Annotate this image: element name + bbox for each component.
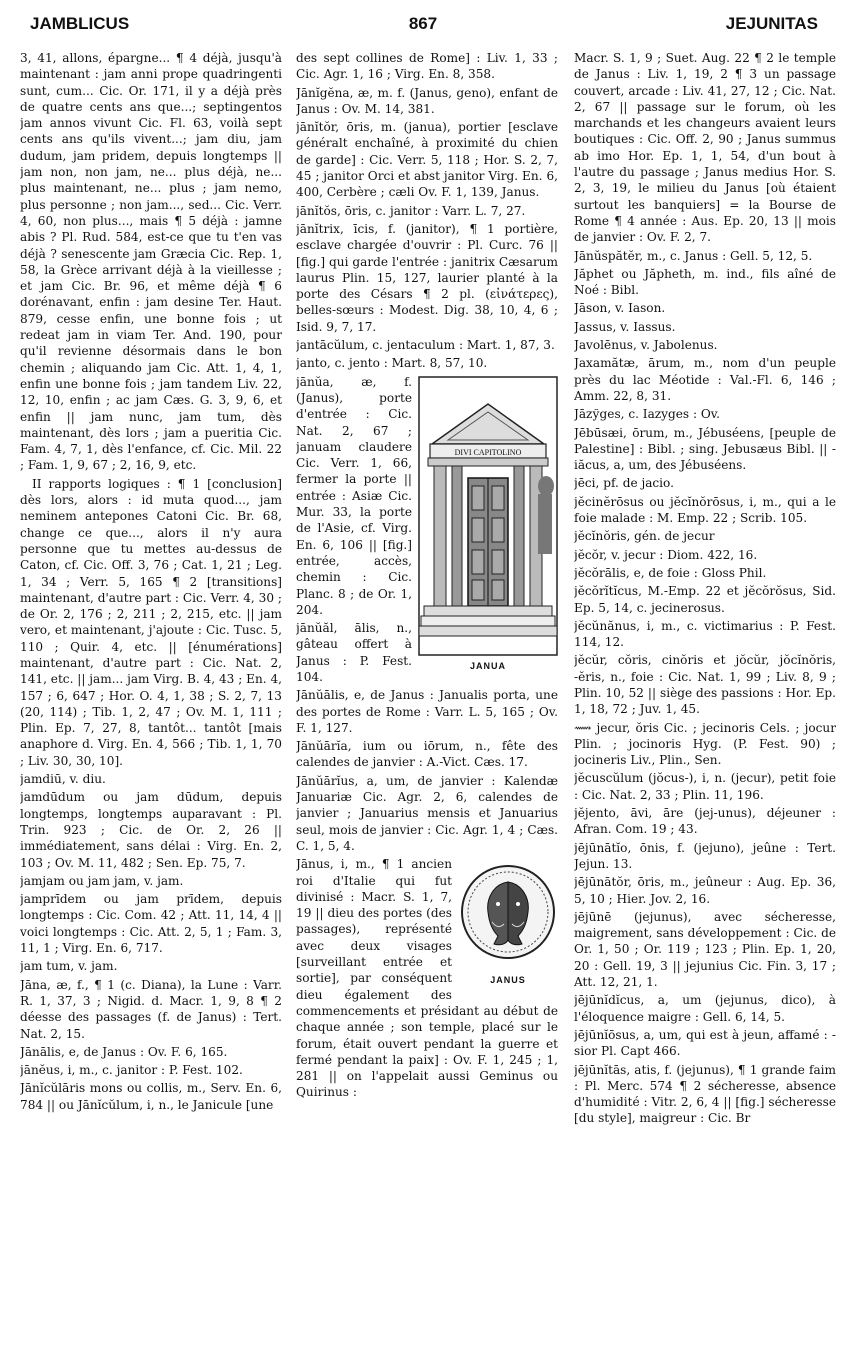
entry-jamjam: jamjam ou jam jam, v. jam. <box>20 873 184 888</box>
entry-jejunidicus: jējūnĭdĭcus, a, um (jejunus, dico), à l'éloquence maigre : Gell. 6, 14, 5. <box>574 993 836 1024</box>
column-1 <box>20 50 282 1350</box>
entry-jecur: jĕcŭr, cŏris, cinŏris et jŏcŭr, jŏcĭnŏris, -ĕris, n., foie : Cic. Nat. 1, 99 ; Liv. 8, 9 ; Plin. 10, 52 || siège des passions : Hor. Ep. 1, 18, 72 ; Juv. 1, 45. <box>574 653 836 717</box>
entry-japhet: Jăphet ou Jăpheth, m. ind., fils aîné de Noé : Bibl. <box>574 266 836 298</box>
janus-caption: JANUS <box>490 975 526 986</box>
entry-janalis: Jānālis, e, de Janus : Ov. F. 6, 165. <box>20 1044 228 1059</box>
entry-janitrix: jānĭtrix, īcis, f. (janitor), ¶ 1 portière, esclave chargée d'ouvrir : Pl. Curc. 76 || [fig.] qui garde l'entrée : janitrix Cæsarum laurus Plin. 15, 127, laurier planté à la porte des Césars ¶ 2 pl. (εἰνάτερες), belles-sœurs : Modest. Dig. 38, 10, 4, 6 ; Isid. 9, 7, 17. <box>296 221 558 334</box>
entry-janus-continuation: Macr. S. 1, 9 ; Suet. Aug. 22 ¶ 2 le temple de Janus : Liv. 1, 19, 2 ¶ 3 un passage couvert, arcade : Liv. 41, 27, 12 ; Cic. Nat. 2, 67 || passage sur le forum, où les marchands et les changeurs avaient leurs boutiques : Cic. Off. 2, 90 ; Janus summus ab imo Hor. Ep. 1, 1, 54, d'un bout à l'autre du passage ; Janus medius Hor. S. 2, 3, 19, le milieu du Janus [où étaient surtout les banquiers] = la Bourse de Rome ¶ 4 année : Aus. Ep. 20, 13 || mois de janvier : Ov. F. 2, 7. <box>574 51 836 245</box>
entry-jejunatio: jējūnātĭo, ōnis, f. (jejuno), jeûne : Tert. Jejun. 13. <box>574 840 836 871</box>
header-left-guideword: JAMBLICUS <box>30 14 130 33</box>
entry-janigena: Jānĭgĕna, æ, m. f. (Janus, geno), enfant de Janus : Ov. M. 14, 381. <box>296 85 558 116</box>
entry-jecinoris: jĕcĭnŏris, gén. de jecur <box>574 529 715 544</box>
entry-jason: Jāson, v. Iason. <box>574 301 666 316</box>
entry-janus: Jānus, i, m., ¶ 1 ancien roi d'Italie qui fut divinisé : Macr. S. 1, 7, 19 || dieu des portes (des passages), représenté avec deux visages [surveillant entrée et sortie], par conséquent dieu également des commencements et présidant au début de chaque année ; son temple, placé sur le forum, était ouvert pendant la guerre et fermé pendant la paix] : Ov. F. 1, 245 ; 1, 281 || on l'appelait aussi Geminus ou Quirinus : <box>296 857 558 1100</box>
entry-janicule-continuation: des sept collines de Rome] : Liv. 1, 33 ; Cic. Agr. 1, 16 ; Virg. En. 8, 358. <box>296 51 558 82</box>
entry-javolenus: Javolēnus, v. Jabolenus. <box>574 338 718 353</box>
entry-jam-continuation: 3, 41, allons, épargne... ¶ 4 déjà, jusqu'à maintenant : jam anni prope quadringenti sunt, cum... Cic. Or. 171, il y a déjà près de quatre cents ans que...; septingentos jam annos vivunt Cic. Fl. 63, voilà sept cents ans qu'ils vivent...; jam diu, jam dudum, jam pridem, depuis longtemps || jam non, non jam, ne... plus déjà, ne... plus maintenant, ne... plus ; jam nemo, plus personne ; non jam..., sed... Cic. Verr. 4, 60, non plus..., mais ¶ 5 déjà : jamne abis ? Pl. Rud. 584, est-ce que tu t'en vas déjà ? senescente jam Græcia Cic. Rep. 1, 58, la Grèce arrivant déjà à la vieillesse ; et jam Cic. Br. 96, et même déjà ¶ 6 dorénavant, enfin : jam desine Ter. Haut. 879, cesse enfin, une bonne fois ; ut redeat jam in viam Ter. And. 190, pour qu'il revienne désormais dans le bon chemin ; aliquando jam Cic. Att. 1, 4, 1, enfin une bonne fois ; jam tandem Liv. 22, 12, 10, enfin ; ac jam Cæs. G. 3, 9, 6, et enfin || jam nunc, jam tum, dès maintenant, dès lors ; jam a pueritia Cic. Fam. 4, 7, 1, dès l'enfance, cf. Cic. Mil. 22 ; Fam. 1, 9, 67 ; 2, 16, 9, etc. <box>20 51 282 473</box>
entry-jam-logical: II rapports logiques : ¶ 1 [conclusion] dès lors, alors : id muta quod..., jam neminem antepones Catoni Cic. Br. 68, change ce que..., alors il n'y aura personne que tu mettes au-dessus de Caton, cf. Cic. Off. 3, 76 ; Cat. 1, 21 ; Leg. 1, 34 ; Verr. 5, 165 ¶ 2 [transitions] maintenant, d'autre part : Cic. Verr. 4, 30 ; de Or. 2, 176 ; 2, 211 ; 2, 215, etc. || jam vero, et maintenant, j'ajoute : Cic. Tusc. 5, 110 ; Quir. 4, etc. || [énumérations] maintenant, d'autre part : Cic. Nat. 2, 141, etc. || jam... jam Virg. B. 4, 43 ; En. 4, 157 ; 6, 647 ; Hor. O. 4, 1, 38 ; S. 2, 7, 13 (20, 114) ; Tib. 1, 2, 47 ; Ov. M. 1, 111 ; Plin. Ep. 7, 27, 8, tantôt... tantôt [mais anaphore d. Virg. En. 4, 566 ; Tib. 1, 1, 70 ; Liv. 30, 30, 10]. <box>20 476 282 768</box>
entry-jecoriticus: jĕcŏrĭtĭcus, M.-Emp. 22 et jĕcŏrŏsus, Sid. Ep. 5, 14, c. jecinerosus. <box>574 584 836 615</box>
entry-januaria: Jānŭārĭa, ium ou iōrum, n., fête des calendes de janvier : A.-Vict. Cæs. 17. <box>296 739 558 770</box>
page-header <box>22 14 824 38</box>
entry-janua: jānŭa, æ, f. (Janus), porte d'entrée : Cic. Nat. 2, 67 ; januam claudere Cic. Verr. 1, 66, fermer la porte || entrée : Asiæ Cic. Mur. 33, la porte de l'Asie, cf. Virg. En. 6, 106 || [fig.] entrée, accès, chemin : Cic. Planc. 8 ; de Or. 1, 204. <box>296 374 412 617</box>
entry-janto: janto, c. jento : Mart. 8, 57, 10. <box>296 356 488 371</box>
entry-jecinerosus: jĕcinĕrōsus ou jĕcĭnŏrōsus, i, m., qui a le foie malade : M. Emp. 22 ; Scrib. 105. <box>574 494 836 526</box>
entry-jampridem: jamprīdem ou jam prīdem, depuis longtemps : Cic. Com. 42 ; Att. 11, 14, 4 || voici longtemps : Cic. Att. 2, 5, 1 ; Fam. 3, 11, 1 ; Virg. En. 6, 717. <box>20 892 282 956</box>
entry-janitor: jānĭtŏr, ōris, m. (janua), portier [esclave généralt enchaîné, à proximité du chien de garde] : Cic. Verr. 5, 118 ; Hor. S. 2, 7, 45 ; janitor Orci et abst janitor Virg. En. 6, 400, Cerbère ; cæli Ov. F. 1, 139, Janus. <box>296 120 558 200</box>
janus-illustration <box>458 860 558 988</box>
entry-januspater: Jānŭspătĕr, m., c. Janus : Gell. 5, 12, 5. <box>574 248 813 263</box>
entry-jecur-note: ⟿ jecur, ŏris Cic. ; jecinoris Cels. ; jocur Plin. ; jocinoris Hyg. (P. Fest. 90) ; jocineris Liv., Plin., Sen. <box>574 720 836 768</box>
janua-caption: JANUA <box>469 660 506 671</box>
entry-jam-tum: jam tum, v. jam. <box>20 959 118 974</box>
entry-jana: Jāna, æ, f., ¶ 1 (c. Diana), la Lune : Varr. R. 1, 37, 3 ; Nigid. d. Macr. 1, 9, 8 ¶ 2 déesse des passages (f. de Janus) : Tert. Nat. 2, 15. <box>20 977 282 1041</box>
entry-janualis: Jānŭālis, e, de Janus : Janualis porta, une des portes de Rome : Varr. L. 5, 165 ; Ov. F. 1, 127. <box>296 688 558 735</box>
entry-jeci: jēci, pf. de jacio. <box>574 476 674 491</box>
entry-jebusaei: Jēbūsæi, ōrum, m., Jébuséens, [peuple de Palestine] : Bibl. ; sing. Jebusæus Bibl. || -iăcus, a, um, des Jébuséens. <box>574 425 836 473</box>
entry-jejunator: jējūnātŏr, ōris, m., jeûneur : Aug. Ep. 36, 5, 10 ; Hier. Jov. 2, 16. <box>574 875 836 906</box>
entry-januarius: Jānŭārĭus, a, um, de janvier : Kalendæ Januariæ Cic. Agr. 2, 6, calendes de janvier ; Januarius mensis et Januarius seul, mois de janvier : Cic. Agr. 1, 4 ; Cæs. C. 1, 5, 4. <box>296 773 558 853</box>
entry-jantaculum: jantācŭlum, c. jentaculum : Mart. 1, 87, 3. <box>296 338 555 353</box>
entry-jecoralis: jĕcŏrālis, e, de foie : Gloss Phil. <box>574 565 767 580</box>
entry-jaxamatae: Jaxamătæ, ārum, m., nom d'un peuple près du lac Méotide : Val.-Fl. 6, 146 ; Amm. 22, 8, 31. <box>574 356 836 403</box>
page-number: 867 <box>408 14 438 33</box>
header-right-guideword: JEJUNITAS <box>725 14 818 33</box>
entry-jamdudum: jamdūdum ou jam dūdum, depuis longtemps, longtemps auparavant : Pl. Trin. 923 ; Cic. de Or. 2, 26 || immédiatement, sans délai : Virg. En. 2, 103 ; Ov. M. 11, 482 ; Sen. Ep. 75, 7. <box>20 790 282 870</box>
entry-jejunitas: jējūnĭtās, atis, f. (jejunus), ¶ 1 grande faim : Pl. Merc. 574 ¶ 2 sécheresse, absence d'humidité : Vitr. 2, 6, 4 || [fig.] sécheresse [du style], maigreur : Cic. Br <box>574 1062 836 1126</box>
entry-jazyges: Jāzўges, c. Iazyges : Ov. <box>574 407 721 422</box>
entry-jecunanus: jĕcŭnănus, i, m., c. victimarius : P. Fest. 114, 12. <box>574 618 836 650</box>
entry-janeus: jānĕus, i, m., c. janitor : P. Fest. 102. <box>20 1063 243 1078</box>
janus-coin-icon <box>458 860 558 970</box>
entry-janual: jānŭăl, ālis, n., gâteau offert à Janus : P. Fest. 104. <box>296 621 412 684</box>
entry-jejuniosus: jējūnĭōsus, a, um, qui est à jeun, affamé : -sior Pl. Capt 466. <box>574 1027 836 1059</box>
entry-jejento: jĕjento, āvi, āre (jej-unus), déjeuner : Afran. Com. 19 ; 43. <box>574 806 836 837</box>
entry-janicularis: Jānĭcŭlāris mons ou collis, m., Serv. En. 6, 784 || ou Jānĭcŭlum, i, n., le Janicule [une <box>20 1081 282 1112</box>
entry-jejune: jējūnē (jejunus), avec sécheresse, maigrement, sans développement : Cic. de Or. 1, 50 ; Or. 119 ; 123 ; Plin. Ep. 1, 20, 20 : Gell. 19, 3 || jejunius Cic. Fin. 3, 17 ; Att. 12, 21, 1. <box>574 909 836 990</box>
column-3 <box>574 50 836 1350</box>
entry-janitos: jānĭtŏs, ōris, c. janitor : Varr. L. 7, 27. <box>296 203 526 218</box>
temple-door-icon <box>418 376 558 656</box>
entry-jecor: jĕcŏr, v. jecur : Diom. 422, 16. <box>574 547 758 562</box>
column-2 <box>296 50 558 1350</box>
entry-jecusculum: jĕcuscŭlum (jŏcus-), i, n. (jecur), petit foie : Cic. Nat. 2, 33 ; Plin. 11, 196. <box>574 771 836 802</box>
janua-illustration <box>418 376 558 674</box>
svg-text:DIVI CAPITOLINO: DIVI CAPITOLINO <box>454 447 522 457</box>
entry-jassus: Jassus, v. Iassus. <box>574 319 676 334</box>
entry-jamdiu: jamdiū, v. diu. <box>20 772 106 787</box>
